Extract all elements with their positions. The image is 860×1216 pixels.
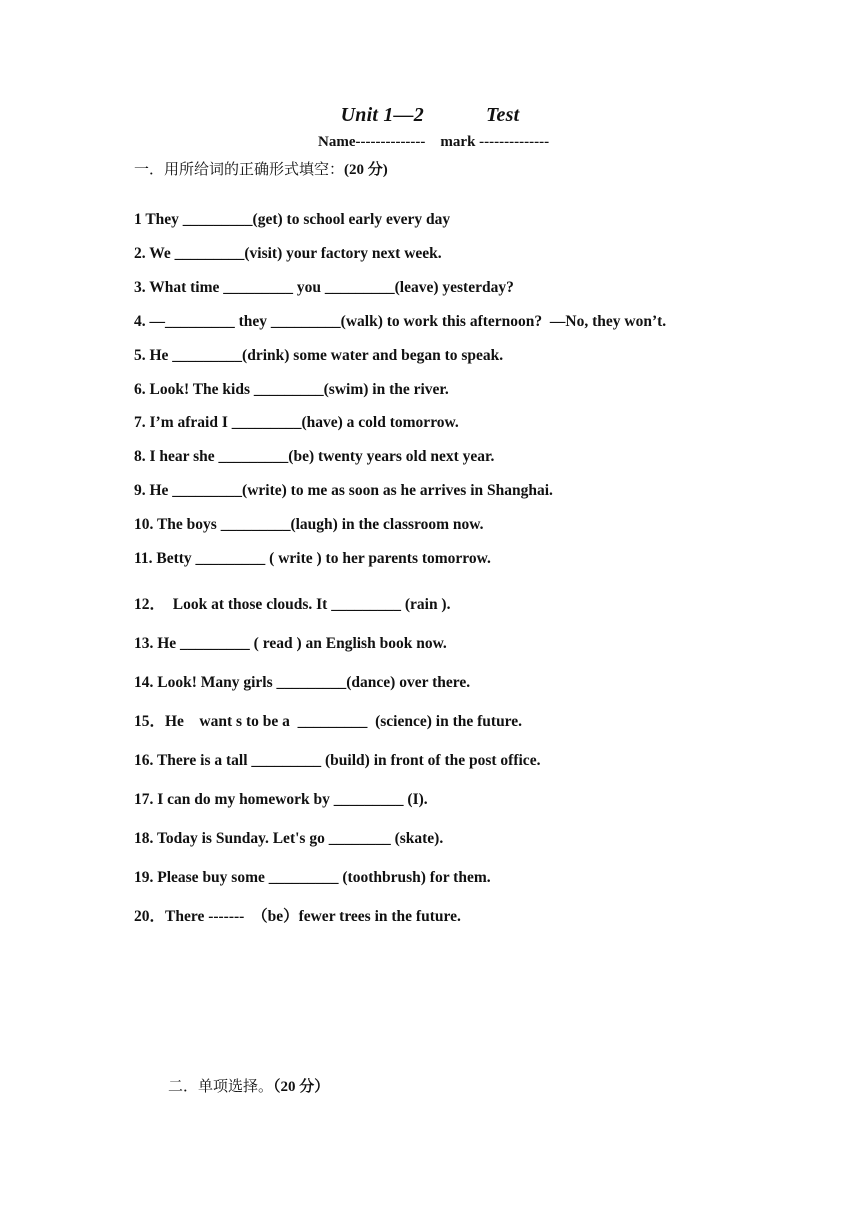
question-9: 9. He _________(write) to me as soon as he arrives in Shanghai. — [134, 482, 553, 499]
question-19: 19. Please buy some _________ (toothbrush) for them. — [134, 869, 491, 886]
section-2-points: （20 分） — [273, 1079, 330, 1095]
question-7: 7. I’m afraid I _________(have) a cold tomorrow. — [134, 414, 459, 431]
question-2: 2. We _________(visit) your factory next week. — [134, 245, 442, 262]
title-test: Test — [485, 104, 520, 126]
section-1-points: (20 分) — [344, 162, 388, 178]
name-mark-line: Name-------------- mark -------------- — [318, 134, 550, 150]
section-2-title: 二．单项选择。 — [168, 1077, 274, 1095]
question-17: 17. I can do my homework by _________ (I). — [134, 791, 428, 808]
question-5: 5. He _________(drink) some water and began to speak. — [134, 347, 504, 364]
section-1-heading — [134, 158, 388, 179]
question-11: 11. Betty _________ ( write ) to her parents tomorrow. — [134, 550, 491, 567]
question-12: 12． Look at those clouds. It _________ (rain ). — [134, 596, 451, 613]
page-title — [0, 104, 860, 127]
question-1: 1 They _________(get) to school early every day — [134, 211, 451, 228]
question-8: 8. I hear she _________(be) twenty years old next year. — [134, 448, 495, 465]
question-10: 10. The boys _________(laugh) in the classroom now. — [134, 516, 484, 533]
question-6: 6. Look! The kids _________(swim) in the river. — [134, 381, 449, 398]
section-1-title: 一．用所给词的正确形式填空： — [134, 160, 345, 178]
question-20: 20．There ------- （be）fewer trees in the future. — [134, 908, 461, 925]
question-3: 3. What time _________ you _________(leave) yesterday? — [134, 279, 514, 296]
section-2-heading — [168, 1075, 329, 1096]
question-14: 14. Look! Many girls _________(dance) over there. — [134, 674, 471, 691]
question-15: 15．He want s to be a _________ (science) in the future. — [134, 713, 523, 730]
question-18: 18. Today is Sunday. Let's go ________ (skate). — [134, 830, 444, 847]
question-13: 13. He _________ ( read ) an English book now. — [134, 635, 447, 652]
title-unit: Unit 1—2 — [340, 104, 424, 126]
question-4: 4. —_________ they _________(walk) to work this afternoon? —No, they won’t. — [134, 313, 667, 330]
question-16: 16. There is a tall _________ (build) in front of the post office. — [134, 752, 541, 769]
